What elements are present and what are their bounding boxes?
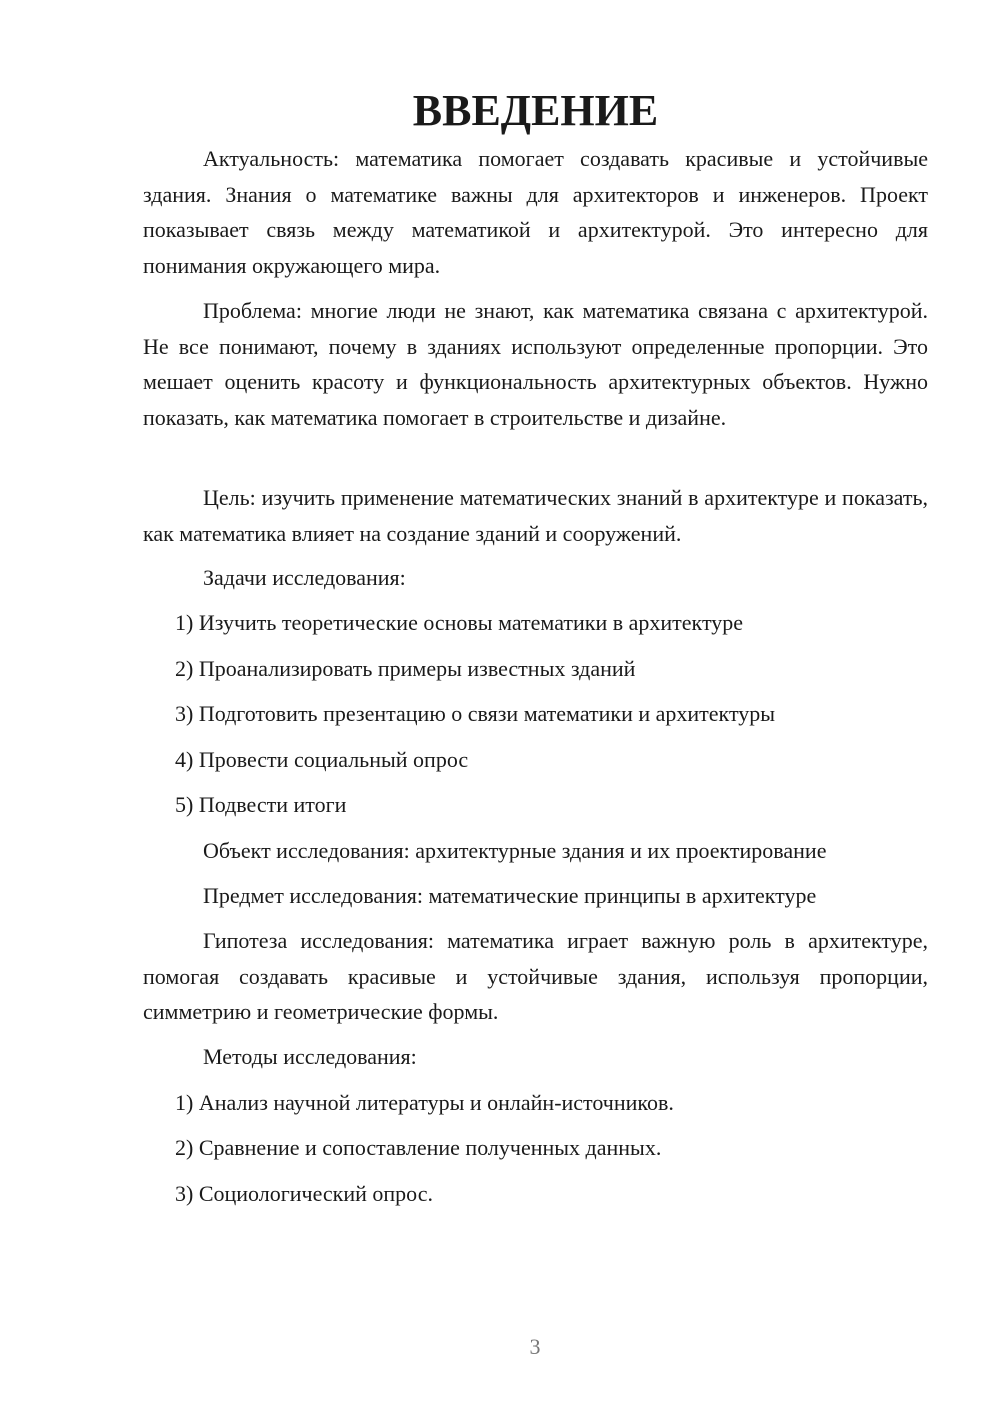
section-title: ВВЕДЕНИЕ [412, 86, 659, 135]
task-item: 1) Изучить теоретические основы математики в архитектуре [175, 610, 744, 635]
page-number: 3 [529, 1334, 541, 1359]
tasks-heading: Задачи исследования: [203, 565, 406, 590]
research-subject: Предмет исследования: математические принципы в архитектуре [203, 883, 817, 908]
goal-paragraph: Цель: изучить применение математических знаний в архитектуре и показать, как математика влияет на создание зданий и сооружений. [143, 485, 928, 546]
methods-heading: Методы исследования: [203, 1044, 417, 1069]
method-item: 3) Социологический опрос. [175, 1181, 433, 1206]
method-item: 2) Сравнение и сопоставление полученных данных. [175, 1135, 662, 1160]
task-item: 3) Подготовить презентацию о связи математики и архитектуры [175, 701, 776, 726]
research-object: Объект исследования: архитектурные здания и их проектирование [203, 838, 827, 863]
problem-paragraph: Проблема: многие люди не знают, как математика связана с архитектурой. Не все понимают, почему в зданиях используют определенные пропорции. Это мешает оценить красоту и функциональность архитектурных объектов. Нужно показать, как математика помогает в строительстве и дизайне. [143, 298, 928, 430]
task-item: 4) Провести социальный опрос [175, 747, 469, 772]
task-item: 2) Проанализировать примеры известных зданий [175, 656, 636, 681]
method-item: 1) Анализ научной литературы и онлайн-источников. [175, 1090, 674, 1115]
hypothesis-paragraph: Гипотеза исследования: математика играет важную роль в архитектуре, помогая создавать красивые и устойчивые здания, используя пропорции, симметрию и геометрические формы. [143, 928, 928, 1024]
relevance-paragraph: Актуальность: математика помогает создавать красивые и устойчивые здания. Знания о математике важны для архитекторов и инженеров. Проект показывает связь между математикой и архитектурой. Это интересно для понимания окружающего мира. [143, 146, 928, 278]
task-item: 5) Подвести итоги [175, 792, 347, 817]
